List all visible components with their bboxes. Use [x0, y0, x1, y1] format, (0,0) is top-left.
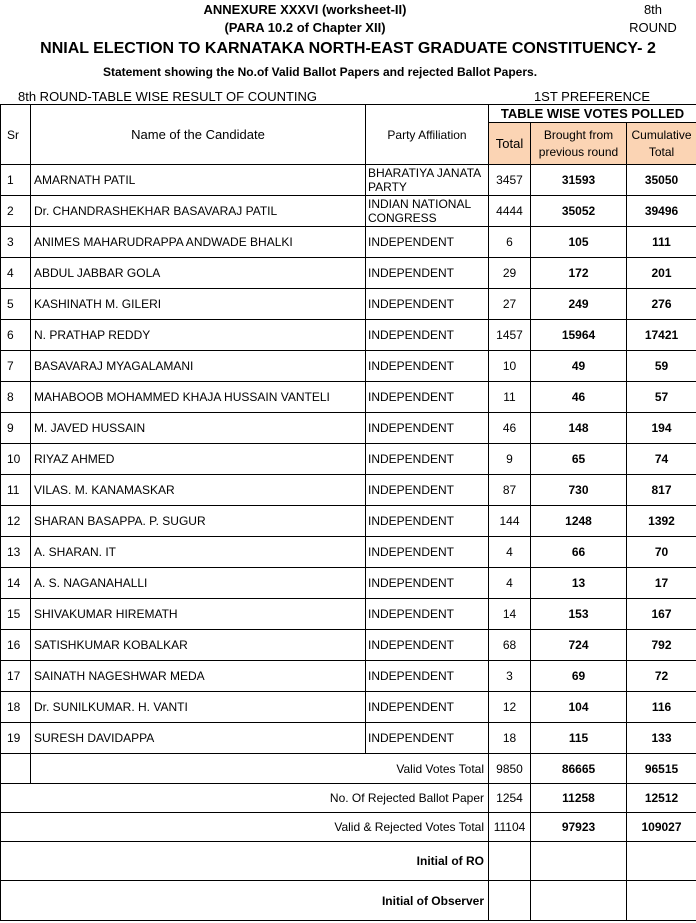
combined-total: 11104 [489, 813, 531, 842]
candidate-party: INDEPENDENT [366, 258, 489, 289]
candidate-name: AMARNATH PATIL [31, 165, 366, 196]
candidate-row [1, 723, 696, 754]
candidate-party: INDEPENDENT [366, 351, 489, 382]
rejected-cumulative: 12512 [627, 784, 696, 813]
candidate-brought: 730 [531, 475, 627, 506]
candidate-brought: 172 [531, 258, 627, 289]
candidate-total: 4 [489, 568, 531, 599]
candidate-total: 11 [489, 382, 531, 413]
candidate-name: M. JAVED HUSSAIN [31, 413, 366, 444]
candidate-brought: 1248 [531, 506, 627, 537]
combined-cumulative: 109027 [627, 813, 696, 842]
candidate-party: INDIAN NATIONAL CONGRESS [366, 196, 489, 227]
candidate-cumulative: 792 [627, 630, 696, 661]
candidate-row [1, 568, 696, 599]
candidate-brought: 724 [531, 630, 627, 661]
candidate-sr: 3 [1, 227, 31, 258]
candidate-cumulative: 167 [627, 599, 696, 630]
candidate-sr: 2 [1, 196, 31, 227]
candidate-sr: 5 [1, 289, 31, 320]
candidate-sr: 6 [1, 320, 31, 351]
election-title: NNIAL ELECTION TO KARNATAKA NORTH-EAST GRADUATE CONSTITUENCY- 2 [40, 40, 656, 57]
candidate-name: VILAS. M. KANAMASKAR [31, 475, 366, 506]
candidate-sr: 7 [1, 351, 31, 382]
candidate-party: INDEPENDENT [366, 630, 489, 661]
initial-observer-cumulative [627, 881, 696, 921]
candidate-brought: 115 [531, 723, 627, 754]
candidate-sr: 14 [1, 568, 31, 599]
candidate-party: BHARATIYA JANATA PARTY [366, 165, 489, 196]
initial-observer-total [489, 881, 531, 921]
candidate-name: MAHABOOB MOHAMMED KHAJA HUSSAIN VANTELI [31, 382, 366, 413]
candidate-brought: 65 [531, 444, 627, 475]
candidate-total: 27 [489, 289, 531, 320]
candidate-brought: 69 [531, 661, 627, 692]
candidate-cumulative: 276 [627, 289, 696, 320]
para-reference: (PARA 10.2 of Chapter XII) [224, 20, 386, 35]
initial-ro-cumulative [627, 842, 696, 881]
candidate-party: INDEPENDENT [366, 506, 489, 537]
candidate-row [1, 320, 696, 351]
initial-observer-brought [531, 881, 627, 921]
summary-blank [1, 754, 31, 784]
candidate-total: 87 [489, 475, 531, 506]
candidate-row [1, 661, 696, 692]
col-header-brought: Brought from previous round [531, 123, 627, 165]
candidate-sr: 9 [1, 413, 31, 444]
candidate-brought: 13 [531, 568, 627, 599]
candidate-cumulative: 133 [627, 723, 696, 754]
valid-total: 9850 [489, 754, 531, 784]
candidate-name: Dr. CHANDRASHEKHAR BASAVARAJ PATIL [31, 196, 366, 227]
candidate-brought: 153 [531, 599, 627, 630]
candidate-total: 29 [489, 258, 531, 289]
candidate-total: 6 [489, 227, 531, 258]
candidate-brought: 249 [531, 289, 627, 320]
round-number: 8th [643, 2, 663, 17]
combined-label: Valid & Rejected Votes Total [1, 813, 489, 842]
candidate-row [1, 599, 696, 630]
candidate-sr: 17 [1, 661, 31, 692]
candidate-name: ABDUL JABBAR GOLA [31, 258, 366, 289]
candidate-total: 68 [489, 630, 531, 661]
candidate-row [1, 630, 696, 661]
candidate-party: INDEPENDENT [366, 227, 489, 258]
annexure-title: ANNEXURE XXXVI (worksheet-II) [203, 2, 407, 17]
candidate-total: 9 [489, 444, 531, 475]
candidate-brought: 31593 [531, 165, 627, 196]
candidate-cumulative: 17421 [627, 320, 696, 351]
candidate-cumulative: 1392 [627, 506, 696, 537]
candidate-cumulative: 74 [627, 444, 696, 475]
candidate-brought: 35052 [531, 196, 627, 227]
initial-ro-brought [531, 842, 627, 881]
candidate-party: INDEPENDENT [366, 475, 489, 506]
candidate-total: 46 [489, 413, 531, 444]
candidate-party: INDEPENDENT [366, 692, 489, 723]
candidate-brought: 104 [531, 692, 627, 723]
candidate-sr: 18 [1, 692, 31, 723]
candidate-brought: 46 [531, 382, 627, 413]
candidate-sr: 8 [1, 382, 31, 413]
preference-label: 1ST PREFERENCE [533, 89, 651, 104]
candidate-row [1, 506, 696, 537]
col-header-cumulative: Cumulative Total [627, 123, 696, 165]
candidate-total: 1457 [489, 320, 531, 351]
candidate-brought: 148 [531, 413, 627, 444]
valid-brought: 86665 [531, 754, 627, 784]
col-header-total: Total [489, 123, 531, 165]
candidate-sr: 13 [1, 537, 31, 568]
initial-ro-total [489, 842, 531, 881]
candidate-cumulative: 111 [627, 227, 696, 258]
candidate-row [1, 227, 696, 258]
candidate-total: 3 [489, 661, 531, 692]
candidate-total: 144 [489, 506, 531, 537]
candidate-sr: 10 [1, 444, 31, 475]
candidate-total: 3457 [489, 165, 531, 196]
candidate-name: SHARAN BASAPPA. P. SUGUR [31, 506, 366, 537]
candidate-sr: 11 [1, 475, 31, 506]
candidate-row [1, 289, 696, 320]
candidate-name: SHIVAKUMAR HIREMATH [31, 599, 366, 630]
candidate-cumulative: 35050 [627, 165, 696, 196]
candidate-total: 4 [489, 537, 531, 568]
candidate-name: A. S. NAGANAHALLI [31, 568, 366, 599]
statement-line: Statement showing the No.of Valid Ballot Papers and rejected Ballot Papers. [102, 65, 538, 79]
candidate-cumulative: 116 [627, 692, 696, 723]
candidate-sr: 4 [1, 258, 31, 289]
candidate-sr: 15 [1, 599, 31, 630]
candidate-sr: 16 [1, 630, 31, 661]
candidate-total: 10 [489, 351, 531, 382]
candidate-name: SAINATH NAGESHWAR MEDA [31, 661, 366, 692]
candidate-row [1, 351, 696, 382]
candidate-sr: 12 [1, 506, 31, 537]
round-label: ROUND [629, 20, 677, 35]
candidate-name: KASHINATH M. GILERI [31, 289, 366, 320]
candidate-name: N. PRATHAP REDDY [31, 320, 366, 351]
candidate-row [1, 382, 696, 413]
candidate-name: Dr. SUNILKUMAR. H. VANTI [31, 692, 366, 723]
candidate-cumulative: 70 [627, 537, 696, 568]
candidate-row [1, 165, 696, 196]
candidate-party: INDEPENDENT [366, 444, 489, 475]
round-result-label: 8th ROUND-TABLE WISE RESULT OF COUNTING [18, 89, 318, 104]
candidate-sr: 1 [1, 165, 31, 196]
candidate-party: INDEPENDENT [366, 599, 489, 630]
candidate-cumulative: 817 [627, 475, 696, 506]
candidate-name: ANIMES MAHARUDRAPPA ANDWADE BHALKI [31, 227, 366, 258]
candidate-name: SATISHKUMAR KOBALKAR [31, 630, 366, 661]
candidate-cumulative: 201 [627, 258, 696, 289]
candidate-cumulative: 194 [627, 413, 696, 444]
rejected-label: No. Of Rejected Ballot Paper [1, 784, 489, 813]
col-header-name: Name of the Candidate [31, 105, 366, 165]
candidate-row [1, 444, 696, 475]
candidate-party: INDEPENDENT [366, 568, 489, 599]
initial-observer-label: Initial of Observer [1, 881, 489, 921]
candidate-name: A. SHARAN. IT [31, 537, 366, 568]
candidate-cumulative: 59 [627, 351, 696, 382]
candidate-party: INDEPENDENT [366, 413, 489, 444]
candidate-cumulative: 17 [627, 568, 696, 599]
rejected-total: 1254 [489, 784, 531, 813]
candidate-total: 4444 [489, 196, 531, 227]
col-header-votes-polled: TABLE WISE VOTES POLLED [489, 105, 696, 123]
candidate-row [1, 537, 696, 568]
candidate-total: 18 [489, 723, 531, 754]
candidate-cumulative: 39496 [627, 196, 696, 227]
candidate-row [1, 258, 696, 289]
candidate-brought: 15964 [531, 320, 627, 351]
candidate-total: 14 [489, 599, 531, 630]
candidate-brought: 105 [531, 227, 627, 258]
valid-cumulative: 96515 [627, 754, 696, 784]
candidate-brought: 49 [531, 351, 627, 382]
combined-brought: 97923 [531, 813, 627, 842]
candidate-row [1, 196, 696, 227]
col-header-sr: Sr [1, 105, 31, 165]
candidate-total: 12 [489, 692, 531, 723]
candidate-row [1, 413, 696, 444]
candidate-party: INDEPENDENT [366, 661, 489, 692]
candidate-row [1, 692, 696, 723]
valid-votes-label: Valid Votes Total [31, 754, 489, 784]
col-header-party: Party Affiliation [366, 105, 489, 165]
candidate-party: INDEPENDENT [366, 289, 489, 320]
candidate-name: RIYAZ AHMED [31, 444, 366, 475]
results-table [0, 104, 696, 921]
candidate-brought: 66 [531, 537, 627, 568]
candidate-sr: 19 [1, 723, 31, 754]
candidate-party: INDEPENDENT [366, 382, 489, 413]
initial-ro-label: Initial of RO [1, 842, 489, 881]
candidate-cumulative: 57 [627, 382, 696, 413]
candidate-cumulative: 72 [627, 661, 696, 692]
candidate-name: SURESH DAVIDAPPA [31, 723, 366, 754]
candidate-name: BASAVARAJ MYAGALAMANI [31, 351, 366, 382]
rejected-brought: 11258 [531, 784, 627, 813]
candidate-party: INDEPENDENT [366, 723, 489, 754]
candidate-row [1, 475, 696, 506]
candidate-party: INDEPENDENT [366, 320, 489, 351]
candidate-party: INDEPENDENT [366, 537, 489, 568]
